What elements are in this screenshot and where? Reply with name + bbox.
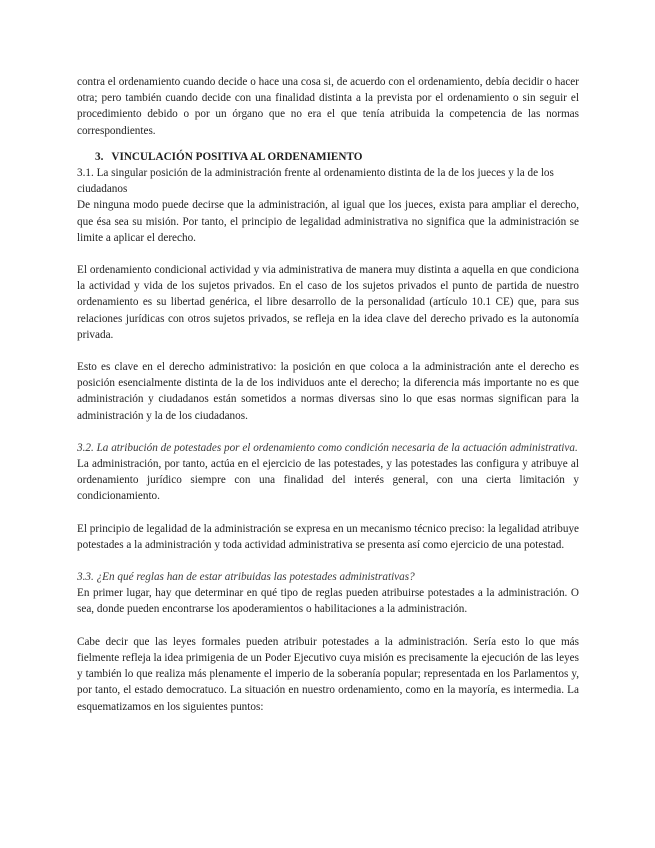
spacer: [77, 424, 579, 440]
paragraph-3-3-b: Cabe decir que las leyes formales pueden atribuir potestades a la administración. Sería esto lo que más fielmente refleja la idea primigenia de un Poder Ejecutivo cuya misión es precisamente la ejecución de las leyes y también lo que realiza más plenamente el imperio de la soberanía popular; representada en los Parlamentos y, por tanto, el estado democratuco. La situación en nuestro ordenamiento, como en la mayoría, es intermedia. La esquematizamos en los siguientes puntos:: [77, 635, 579, 713]
section-title: VINCULACIÓN POSITIVA AL ORDENAMIENTO: [111, 150, 363, 163]
spacer: [77, 343, 579, 359]
paragraph-3-1-a: De ninguna modo puede decirse que la administración, al igual que los jueces, exista para ampliar el derecho, que ésa sea su misión. Por tanto, el principio de legalidad administrativa no significa que la administración se limite a aplicar el derecho.: [77, 199, 579, 244]
paragraph-3-2-a: La administración, por tanto, actúa en el ejercicio de las potestades, y las potestades las configura y atribuye al ordenamiento jurídico siempre con una finalidad del interés general, con una cierta limitación y condicionamiento.: [77, 458, 579, 503]
subsection-3-1-heading: 3.1. La singular posición de la administración frente al ordenamiento distinta de la de los jueces y la de los ciudadanos: [77, 167, 554, 196]
section-3-heading: [95, 149, 579, 165]
section-number: 3.: [95, 150, 104, 163]
spacer: [77, 505, 579, 521]
paragraph-continuation: contra el ordenamiento cuando decide o hace una cosa si, de acuerdo con el ordenamiento, debía decidir o hacer otra; pero también cuando decide con una finalidad distinta a la prevista por el ordenamiento o sin seguir el procedimiento debido o por un órgano que no era el que tenía atribuida la competencia de las normas correspondientes.: [77, 76, 579, 137]
spacer: [77, 139, 579, 149]
paragraph-3-2-b: El principio de legalidad de la administración se expresa en un mecanismo técnico preciso: la legalidad atribuye potestades a la administración y toda actividad administrativa se presenta así como ejercicio de una potestad.: [77, 522, 579, 551]
subsection-3-2-heading: 3.2. La atribución de potestades por el ordenamiento como condición necesaria de la actuación administrativa.: [77, 441, 578, 454]
spacer: [77, 246, 579, 262]
paragraph-3-1-c: Esto es clave en el derecho administrativo: la posición en que coloca a la administración ante el derecho es posición esencialmente distinta de la de los individuos ante el derecho; la diferencia más importante no es que administración y ciudadanos están sometidos a normas diversas sino lo que esas normas significan para la administración y la de los ciudadanos.: [77, 361, 579, 422]
paragraph-3-3-a: En primer lugar, hay que determinar en qué tipo de reglas pueden atribuirse potestades a la administración. O sea, donde pueden encontrarse los apoderamientos o habilitaciones a la administración.: [77, 587, 579, 616]
spacer: [77, 553, 579, 569]
subsection-3-3-heading: 3.3. ¿En qué reglas han de estar atribuidas las potestades administrativas?: [77, 571, 415, 584]
document-page: [77, 74, 579, 715]
spacer: [77, 618, 579, 634]
paragraph-3-1-b: El ordenamiento condicional actividad y via administrativa de manera muy distinta a aquella en que condiciona la actividad y vida de los sujetos privados. En el caso de los sujetos privados el punto de partida de nuestro ordenamiento es su libertad genérica, el libre desarrollo de la personalidad (artículo 10.1 CE) que, para sus relaciones jurídicas con otros sujetos privados, se refleja en la idea clave del derecho privado es la autonomía privada.: [77, 264, 579, 341]
